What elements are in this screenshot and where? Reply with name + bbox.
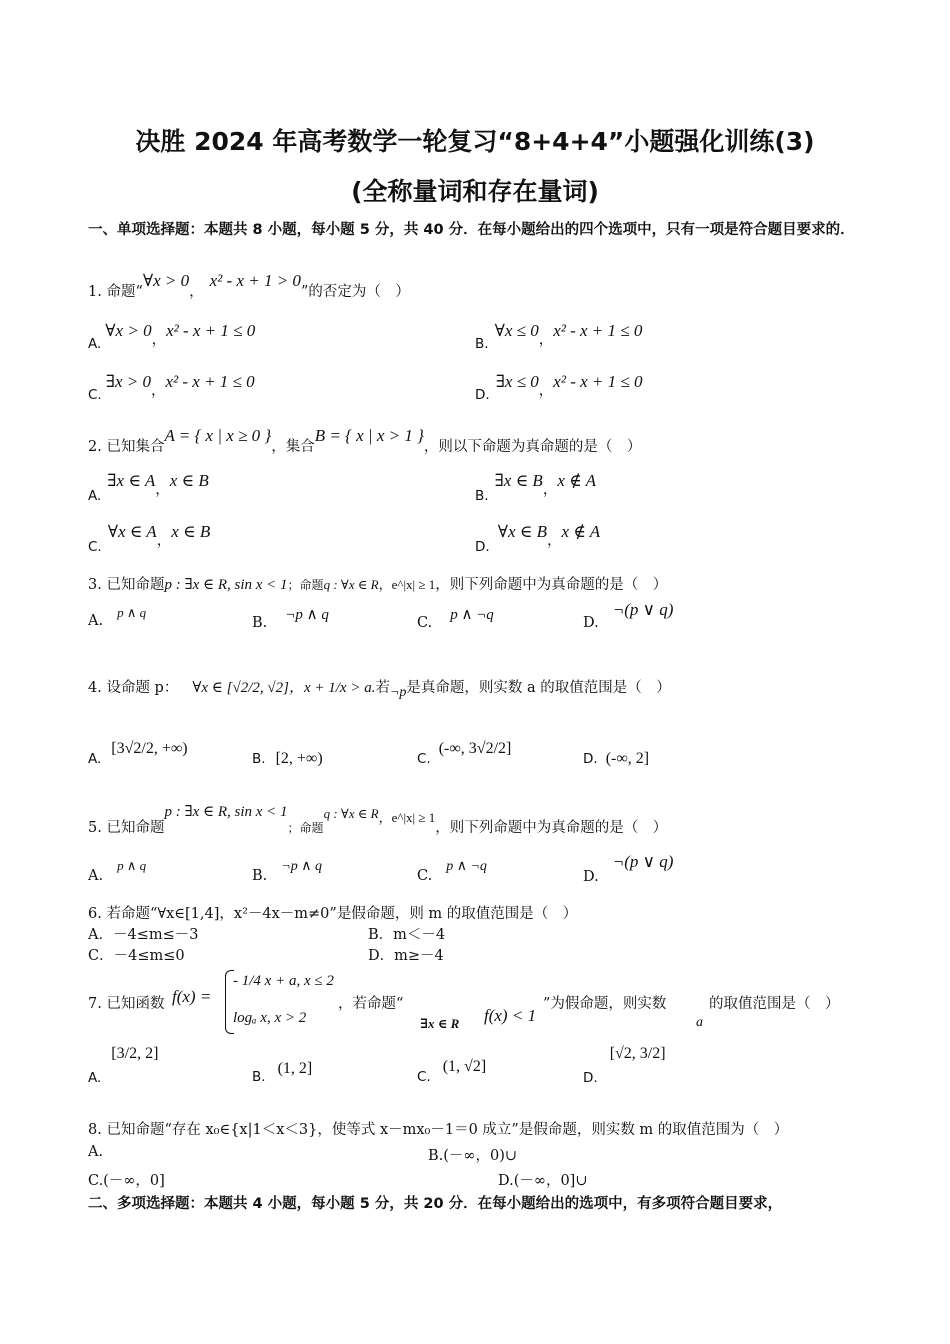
q4-a-math: [3√2/2, +∞) bbox=[111, 740, 188, 757]
question-2 bbox=[88, 425, 642, 455]
q8-option-d: D.(－∞，0]∪ bbox=[498, 1173, 588, 1189]
q1-math-1: ∀x > 0 bbox=[142, 271, 190, 290]
q7-suffix-2: 的取值范围是（ ） bbox=[709, 996, 840, 1012]
q5-e: ，e^|x| ≥ 1 bbox=[378, 810, 436, 825]
q7-case-2: logₐ x, x > 2 bbox=[233, 1010, 307, 1026]
section-1-header: 一、单项选择题：本题共 8 小题，每小题 5 分，共 40 分．在每小题给出的四个选项中，只有一项是符合题目要求的． bbox=[88, 222, 855, 238]
page-title: 决胜 2024 年高考数学一轮复习“8+4+4”小题强化训练(3) bbox=[135, 127, 815, 156]
q1-d-math-2: x² - x + 1 ≤ 0 bbox=[553, 372, 643, 391]
option-label: B. bbox=[252, 615, 268, 631]
option-label: C. bbox=[88, 387, 102, 403]
q7-option-a bbox=[88, 1045, 159, 1086]
q3-b-math: ¬p ∧ q bbox=[285, 607, 329, 623]
q7-math-1: ∃x ∈ R bbox=[420, 1016, 460, 1031]
q2-set-b: B = { x | x > 1 } bbox=[314, 426, 424, 445]
option-label: C. bbox=[417, 751, 431, 767]
q1-c-math-2: x² - x + 1 ≤ 0 bbox=[165, 372, 255, 391]
q8-option-c: C.(－∞，0] bbox=[88, 1173, 165, 1189]
q7-suffix: ”为假命题，则实数 bbox=[543, 996, 667, 1012]
q1-d-math-1: ∃x ≤ 0 bbox=[495, 372, 539, 391]
page-subtitle: (全称量词和存在量词) bbox=[351, 177, 599, 206]
q5-mid: ；命题 bbox=[287, 821, 324, 835]
section-2-header: 二、多项选择题：本题共 4 小题，每小题 5 分，共 20 分．在每小题给出的选项中，有多项符合题目要求， bbox=[88, 1196, 783, 1212]
option-label: B. bbox=[475, 488, 489, 504]
q6-option-b: B．m＜－4 bbox=[368, 927, 446, 943]
q5-a-math: p ∧ q bbox=[117, 858, 147, 873]
option-label: A. bbox=[88, 1070, 102, 1086]
q2-d-math-1: ∀x ∈ B bbox=[497, 522, 547, 541]
q6-option-c: C．－4≤m≤0 bbox=[88, 948, 185, 964]
option-label: A. bbox=[88, 868, 104, 884]
q7-case-1: - 1/4 x + a, x ≤ 2 bbox=[233, 973, 334, 989]
question-1 bbox=[88, 271, 410, 301]
q4-prefix: 4. 设命题 p： bbox=[88, 680, 179, 696]
q4-not-p: ¬p bbox=[389, 685, 407, 700]
q2-d-math-2: x ∉ A bbox=[561, 522, 601, 541]
q3-option-d bbox=[583, 600, 674, 631]
q4-suffix: 是真命题，则实数 a 的取值范围是（ ） bbox=[406, 680, 671, 696]
option-label: A. bbox=[88, 751, 102, 767]
q2-option-d: D.∀x ∈ B，x ∉ A bbox=[475, 522, 601, 555]
q8-option-a: A. bbox=[88, 1144, 104, 1160]
q5-suffix: ，则下列命题中为真命题的是（ ） bbox=[435, 820, 668, 836]
option-label: C. bbox=[417, 868, 433, 884]
q1-a-math-2: x² - x + 1 ≤ 0 bbox=[166, 321, 256, 340]
q7-f-label: f(x) = bbox=[172, 987, 212, 1006]
q3-p: p : ∃x ∈ R, sin x < 1 bbox=[164, 577, 288, 593]
option-label: C. bbox=[417, 615, 433, 631]
q6-option-d: D．m≥－4 bbox=[368, 948, 444, 964]
q5-b-math: ¬p ∧ q bbox=[281, 859, 322, 874]
q3-q: q : ∀x ∈ R bbox=[323, 577, 379, 592]
q2-option-b: B.∃x ∈ B，x ∉ A bbox=[475, 471, 597, 504]
option-label: D. bbox=[475, 539, 490, 555]
option-label: B. bbox=[252, 1069, 266, 1085]
option-label: D. bbox=[583, 1070, 598, 1086]
q7-option-b bbox=[252, 1060, 313, 1085]
q1-a-math-1: ∀x > 0 bbox=[105, 321, 152, 340]
q1-option-c: C.∃x > 0，x² - x + 1 ≤ 0 bbox=[88, 372, 255, 403]
option-label: C. bbox=[417, 1069, 431, 1085]
q3-e: ，e^|x| ≥ 1 bbox=[378, 577, 436, 592]
q1-prefix: 1. 命题“ bbox=[88, 284, 143, 300]
q1-suffix: ”的否定为（ ） bbox=[300, 284, 410, 300]
q1-c-math-1: ∃x > 0 bbox=[105, 372, 151, 391]
q1-option-b: B.∀x ≤ 0，x² - x + 1 ≤ 0 bbox=[475, 321, 643, 352]
q2-c-math-1: ∀x ∈ A bbox=[107, 522, 157, 541]
option-label: C. bbox=[88, 539, 102, 555]
q3-option-b bbox=[252, 605, 329, 631]
q3-suffix: ，则下列命题中为真命题的是（ ） bbox=[435, 577, 668, 593]
q1-math-2: x² - x + 1 > 0 bbox=[209, 271, 301, 290]
q4-math-2: ，x + 1/x > a. bbox=[288, 680, 376, 696]
question-4 bbox=[88, 676, 671, 700]
q2-suffix: ，则以下命题为真命题的是（ ） bbox=[423, 439, 642, 455]
q2-set-a: A = { x | x ≥ 0 } bbox=[164, 426, 272, 445]
q4-math-1: ∀x ∈ [√2/2, √2] bbox=[192, 680, 289, 696]
q5-option-a bbox=[88, 858, 147, 884]
q2-c-math-2: x ∈ B bbox=[171, 522, 211, 541]
option-label: B. bbox=[475, 336, 489, 352]
question-8: 8. 已知命题“存在 x₀∈{x|1＜x＜3}，使等式 x－mx₀－1＝0 成立”是假命题，则实数 m 的取值范围为（ ） bbox=[88, 1122, 789, 1138]
q4-mid: 若 bbox=[375, 680, 390, 696]
q4-option-d bbox=[583, 750, 649, 768]
q4-d-math: (-∞, 2] bbox=[605, 750, 650, 767]
q4-option-a bbox=[88, 740, 188, 767]
option-label: D. bbox=[475, 387, 490, 403]
q2-a-math-2: x ∈ B bbox=[169, 471, 209, 490]
q8-option-b: B.(－∞，0)∪ bbox=[428, 1148, 518, 1164]
q2-mid: ，集合 bbox=[271, 439, 315, 455]
q7-b-math: (1, 2] bbox=[277, 1060, 313, 1077]
q7-a: a bbox=[696, 1015, 703, 1030]
q1-sep: ， bbox=[189, 284, 204, 300]
q5-p: p : ∃x ∈ R, sin x < 1 bbox=[164, 804, 288, 820]
q2-b-math-1: ∃x ∈ B bbox=[494, 471, 543, 490]
question-7-prefix: 7. 已知函数 bbox=[88, 996, 165, 1012]
q7-option-c bbox=[417, 1058, 487, 1085]
q7-c-math: (1, √2] bbox=[442, 1058, 487, 1075]
option-label: D. bbox=[583, 751, 598, 767]
q3-option-a bbox=[88, 605, 147, 629]
question-3 bbox=[88, 573, 667, 594]
q2-b-math-2: x ∉ A bbox=[557, 471, 597, 490]
q3-d-math: ¬(p ∨ q) bbox=[612, 600, 674, 619]
q5-q: q : ∀x ∈ R bbox=[323, 806, 379, 821]
q3-options bbox=[88, 605, 147, 629]
option-label: B. bbox=[252, 751, 266, 767]
q7-math-2: f(x) < 1 bbox=[484, 1006, 537, 1025]
q2-prefix: 2. 已知集合 bbox=[88, 439, 165, 455]
q4-b-math: [2, +∞) bbox=[275, 750, 323, 767]
q7-d-math: [√2, 3/2] bbox=[609, 1045, 666, 1062]
q3-c-math: p ∧ ¬q bbox=[450, 607, 494, 623]
q3-a-math: p ∧ q bbox=[117, 605, 147, 620]
q2-option-c: C.∀x ∈ A，x ∈ B bbox=[88, 522, 211, 555]
q2-a-math-1: ∃x ∈ A bbox=[107, 471, 156, 490]
q4-option-b bbox=[252, 750, 323, 768]
q1-option-a: A.∀x > 0，x² - x + 1 ≤ 0 bbox=[88, 321, 256, 352]
q7-option-d bbox=[583, 1045, 666, 1086]
q7-a-math: [3/2, 2] bbox=[111, 1045, 159, 1062]
q5-d-math: ¬(p ∨ q) bbox=[612, 852, 674, 871]
q3-prefix: 3. 已知命题 bbox=[88, 577, 165, 593]
q5-option-b bbox=[252, 858, 322, 884]
q5-option-d bbox=[583, 852, 674, 885]
q4-option-c bbox=[417, 740, 512, 767]
option-label: A. bbox=[88, 613, 104, 629]
q1-b-math-2: x² - x + 1 ≤ 0 bbox=[553, 321, 643, 340]
q7-mid: ，若命题“ bbox=[338, 996, 404, 1012]
q2-option-a: A.∃x ∈ A，x ∈ B bbox=[88, 471, 209, 504]
q6-option-a: A．－4≤m≤－3 bbox=[88, 927, 199, 943]
q3-mid: ；命题 bbox=[287, 578, 324, 592]
q1-b-math-1: ∀x ≤ 0 bbox=[494, 321, 539, 340]
question-6: 6. 若命题“∀x∈[1,4]，x²－4x－m≠0”是假命题，则 m 的取值范围是（ ） bbox=[88, 906, 578, 922]
option-label: D. bbox=[583, 615, 599, 631]
question-5 bbox=[88, 804, 668, 837]
q1-option-d: D.∃x ≤ 0，x² - x + 1 ≤ 0 bbox=[475, 372, 643, 403]
q5-prefix: 5. 已知命题 bbox=[88, 820, 165, 836]
q5-option-c bbox=[417, 858, 487, 884]
q4-c-math: (-∞, 3√2/2] bbox=[438, 740, 512, 757]
q3-option-c bbox=[417, 605, 494, 631]
option-label: B. bbox=[252, 868, 268, 884]
option-label: D. bbox=[583, 869, 599, 885]
option-label: A. bbox=[88, 488, 102, 504]
option-label: A. bbox=[88, 336, 102, 352]
q5-c-math: p ∧ ¬q bbox=[446, 859, 487, 874]
